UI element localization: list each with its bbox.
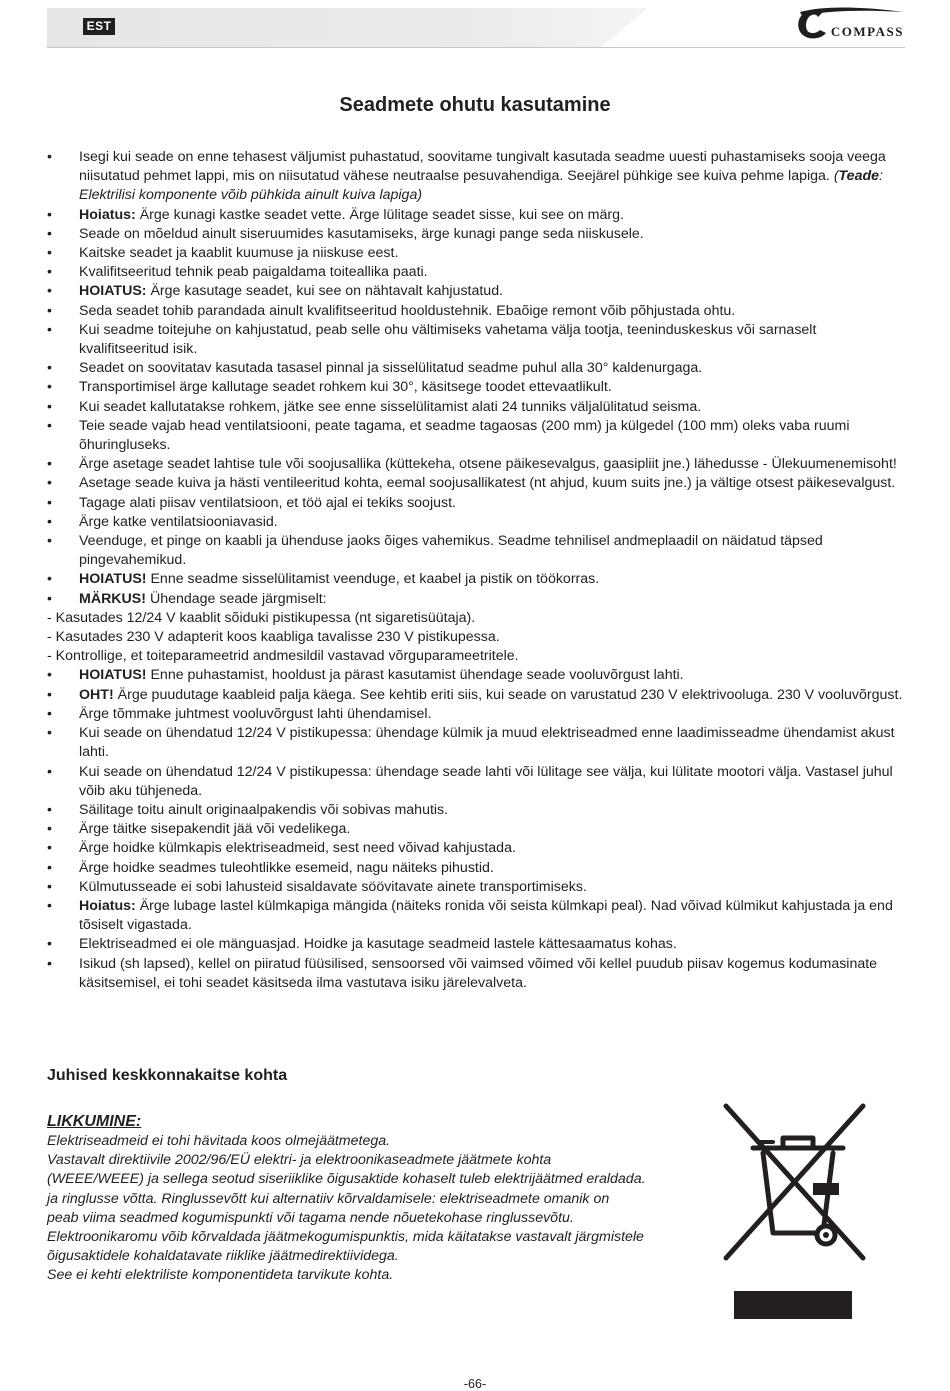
list-item <box>47 590 905 609</box>
bin-wheel-hub <box>823 1232 829 1238</box>
item-text: Ärge puudutage kaableid palja käega. See kehtib eriti siis, kui seade on varustatud 230 V elektrivooluga. 230 V vooluvõrgust. <box>117 686 903 703</box>
page-number: -66- <box>463 1377 487 1391</box>
bullet-glyph: • <box>47 897 52 914</box>
item-text: Külmutusseade ei sobi lahusteid sisaldavate söövitavate ainete transportimiseks. <box>79 878 587 895</box>
notice-line: See ei kehti elektriliste komponentideta tarvikute kohta. <box>47 1267 394 1284</box>
bullet-glyph: • <box>47 533 52 550</box>
item-text: Ärge tõmmake juhtmest vooluvõrgust lahti ühendamisel. <box>79 705 432 722</box>
bullet-glyph: • <box>47 225 52 242</box>
notice-line: ja ringlusse võtta. Ringlussevõtt kui alternatiiv kõrvaldamisele: elektriseadmete omanik on <box>47 1190 610 1207</box>
bullet-glyph: • <box>47 494 52 511</box>
warning-lead: HOIATUS: <box>79 283 147 300</box>
item-text: Tagage alati piisav ventilatsioon, et töö ajal ei tekiks soojust. <box>79 494 456 511</box>
list-item <box>47 225 905 244</box>
bin-label <box>813 1183 839 1195</box>
list-item <box>47 763 905 801</box>
item-text: Isikud (sh lapsed), kellel on piiratud füüsilised, sensoorsed või vaimsed võimed või kellel puudub piisav kogemus kodumasinate käsitsemisel, ei tohi seadet käsitseda ilma vastutava isiku järelevalveta. <box>79 955 878 991</box>
list-item <box>47 666 905 685</box>
list-item <box>47 302 905 321</box>
item-text: Kaitske seadet ja kaablit kuumuse ja niiskuse eest. <box>79 245 399 262</box>
weee-bar <box>734 1291 852 1319</box>
item-text: Säilitage toitu ainult originaalpakendis või sobivas mahutis. <box>79 801 449 818</box>
item-text: Enne puhastamist, hooldust ja pärast kasutamist ühendage seade vooluvõrgust lahti. <box>150 667 684 684</box>
list-item <box>47 955 905 993</box>
bullet-glyph: • <box>47 840 52 857</box>
crossed-bin-icon <box>718 1098 868 1288</box>
page-title: Seadmete ohutu kasutamine <box>339 94 611 116</box>
bullet-glyph: • <box>47 878 52 895</box>
bullet-glyph: • <box>47 245 52 262</box>
compass-logo <box>796 7 906 41</box>
environment-heading: Juhised keskkonnakaitse kohta <box>47 1067 288 1084</box>
list-item <box>47 839 905 858</box>
disposal-label: LIKKUMINE: <box>47 1113 142 1130</box>
item-text: Teie seade vajab head ventilatsiooni, peate tagama, et seadme tagaosas (200 mm) ja külgedel (100 mm) oleks vaba ruumi õhuringluseks. <box>79 417 850 454</box>
list-item <box>47 417 905 455</box>
list-item <box>47 570 905 589</box>
list-item <box>47 321 905 359</box>
list-item <box>47 494 905 513</box>
bullet-glyph: • <box>47 571 52 588</box>
list-item <box>47 686 905 705</box>
list-item <box>47 398 905 417</box>
list-item <box>47 206 905 225</box>
item-text: Ärge hoidke seadmes tuleohtlikke esemeid, nagu näiteks pihustid. <box>79 859 494 876</box>
notice-line: Elektroonikaromu võib kõrvaldada jäätmekogumispunktis, mida käitatakse vastavalt järgmistele <box>47 1229 644 1246</box>
item-text: Ärge lubage lastel külmkapiga mängida (näiteks ronida või seista külmkapi peal). Nad võivad külmikut kahjustada ja end tõsiselt vigastada. <box>79 897 893 934</box>
item-text: Enne seadme sisselülitamist veenduge, et kaabel ja pistik on töökorras. <box>150 571 600 588</box>
item-text: Kui seadet kallutatakse rohkem, jätke see enne sisselülitamist alati 24 tunniks väljalülitatud seisma. <box>79 398 702 415</box>
bullet-glyph: • <box>47 475 52 492</box>
dash-item: - Kontrollige, et toiteparameetrid andmesildil vastavad võrguparameetritele. <box>47 648 519 665</box>
list-item <box>47 148 905 206</box>
bullet-glyph: • <box>47 859 52 876</box>
list-item <box>47 474 905 493</box>
bullet-glyph: • <box>47 725 52 742</box>
item-text: Seda seadet tohib parandada ainult kvalifitseeritud hooldustehnik. Ebaõige remont võib põhjustada ohtu. <box>79 302 736 319</box>
header-rule <box>47 47 905 48</box>
item-text: Elektriseadmed ei ole mänguasjad. Hoidke ja kasutage seadmeid lastele kättesaamatus kohas. <box>79 936 677 953</box>
item-text: Ärge katke ventilatsiooniavasid. <box>79 513 278 530</box>
bullet-glyph: • <box>47 686 52 703</box>
bullet-glyph: • <box>47 398 52 415</box>
warning-lead: HOIATUS! <box>79 667 147 684</box>
bullet-glyph: • <box>47 264 52 281</box>
note-lead: MÄRKUS! <box>79 590 146 607</box>
bullet-glyph: • <box>47 705 52 722</box>
notice-line: Elektriseadmeid ei tohi hävitada koos olmejäätmetega. <box>47 1133 391 1149</box>
item-text: Seade on mõeldud ainult siseruumides kasutamiseks, ärge kunagi pange seda niiskusele. <box>79 225 644 242</box>
bullet-glyph: • <box>47 821 52 838</box>
dash-item: - Kasutades 230 V adapterit koos kaabliga tavalisse 230 V pistikupessa. <box>47 629 500 646</box>
environment-notice <box>47 1112 727 1286</box>
safety-list <box>47 148 905 993</box>
list-item <box>47 878 905 897</box>
item-text: Isegi kui seade on enne tehasest väljumist puhastatud, soovitame tungivalt kasutada seadme uuesti puhastamiseks sooja veega niisutatud pehmet lappi, mis on niisutatud vähese neutraalse pesuvahendiga. Seejärel pühkige see kuiva pehme lapiga. (Teade: Elektrilisi komponente võib pühkida ainult kuiva lapiga) <box>79 149 886 204</box>
item-text: Ärge täitke sisepakendit jää või vedelikega. <box>79 821 351 838</box>
list-item <box>47 513 905 532</box>
header-slant <box>600 8 648 48</box>
bullet-glyph: • <box>47 360 52 377</box>
bullet-glyph: • <box>47 667 52 684</box>
list-item <box>47 724 905 762</box>
bullet-glyph: • <box>47 379 52 396</box>
bullet-glyph: • <box>47 936 52 953</box>
bullet-glyph: • <box>47 302 52 319</box>
list-item <box>47 282 905 301</box>
bullet-glyph: • <box>47 801 52 818</box>
header-band <box>47 8 647 48</box>
bullet-glyph: • <box>47 456 52 473</box>
list-item <box>47 244 905 263</box>
bullet-glyph: • <box>47 763 52 780</box>
item-text: Kui seadme toitejuhe on kahjustatud, peab selle ohu vältimiseks vahetama välja tootja, teeninduskeskus või sarnaselt kvalifitseeritud isik. <box>79 321 817 358</box>
bullet-glyph: • <box>47 321 52 338</box>
notice-line: (WEEE/WEEE) ja sellega seotud siseriiklike õigusaktide kohaselt tuleb elektrijäätmed eraldada. <box>47 1171 646 1188</box>
list-item <box>47 532 905 570</box>
dash-item: - Kasutades 12/24 V kaablit sõiduki pistikupessa (nt sigaretisüütaja). <box>47 609 476 626</box>
list-item <box>47 820 905 839</box>
bullet-glyph: • <box>47 149 52 165</box>
item-text: Asetage seade kuiva ja hästi ventileeritud kohta, eemal soojusallikatest (nt ahjud, kuum suits jne.) ja vältige otsest päikesevalgust. <box>79 475 896 492</box>
list-item <box>47 859 905 878</box>
warning-lead: HOIATUS! <box>79 571 147 588</box>
notice-line: Vastavalt direktiivile 2002/96/EÜ elektri- ja elektroonikaseadmete jäätmete kohta <box>47 1152 552 1169</box>
item-text: Kvalifitseeritud tehnik peab paigaldama toiteallika paati. <box>79 264 428 281</box>
item-text: Ärge kunagi kastke seadet vette. Ärge lülitage seadet sisse, kui see on märg. <box>139 206 624 223</box>
language-badge: EST <box>83 18 115 35</box>
warning-lead: Hoiatus: <box>79 897 136 914</box>
list-item <box>47 359 905 378</box>
list-item <box>47 263 905 282</box>
notice-line: peab viima seadmed kogumispunkti või tagama nende nõuetekohase ringlussevõtu. <box>47 1209 574 1226</box>
bullet-glyph: • <box>47 590 52 607</box>
list-item <box>47 455 905 474</box>
logo-wordmark: COMPASS <box>830 24 904 39</box>
bullet-glyph: • <box>47 417 52 434</box>
item-text: Kui seade on ühendatud 12/24 V pistikupessa: ühendage külmik ja muud elektriseadmed enne laadimisseadme ühendamist akust lahti. <box>79 725 895 761</box>
item-text: Kui seade on ühendatud 12/24 V pistikupessa: ühendage seade lahti või lülitage see välja, kui lülitate mootori välja. Vastasel juhul võib aku tühjeneda. <box>79 763 893 799</box>
item-text: Ärge hoidke külmkapis elektriseadmeid, sest need võivad kahjustada. <box>79 840 516 857</box>
list-item <box>47 378 905 397</box>
list-item <box>47 935 905 954</box>
item-text: Veenduge, et pinge on kaabli ja ühenduse jaoks õiges vahemikus. Seadme tehnilisel andmeplaadil on näidatud täpsed pingevahemikud. <box>79 533 823 569</box>
item-text: Ärge asetage seadet lahtise tule või soojusallika (küttekeha, otsene päikesevalgus, gaasipliit jne.) lähedusse - Ülekuumenemisoht! <box>79 456 897 473</box>
list-item <box>47 705 905 724</box>
item-text: Transportimisel ärge kallutage seadet rohkem kui 30°, käsitsege toodet ettevaatlikult. <box>79 379 612 396</box>
list-item <box>47 801 905 820</box>
list-item <box>47 897 905 935</box>
notice-line: õigusaktidele kohaldatavate riiklike jäätmedirektiividega. <box>47 1248 399 1265</box>
bullet-glyph: • <box>47 206 52 223</box>
item-text: Ärge kasutage seadet, kui see on nähtavalt kahjustatud. <box>150 283 504 300</box>
bullet-glyph: • <box>47 955 52 972</box>
item-text: Seadet on soovitatav kasutada tasasel pinnal ja sisselülitatud seadme puhul alla 30° kaldenurgaga. <box>79 360 703 377</box>
bullet-glyph: • <box>47 513 52 530</box>
danger-lead: OHT! <box>79 686 114 703</box>
warning-lead: Hoiatus: <box>79 206 136 223</box>
bullet-glyph: • <box>47 283 52 300</box>
item-text: Ühendage seade järgmiselt: <box>149 590 327 607</box>
